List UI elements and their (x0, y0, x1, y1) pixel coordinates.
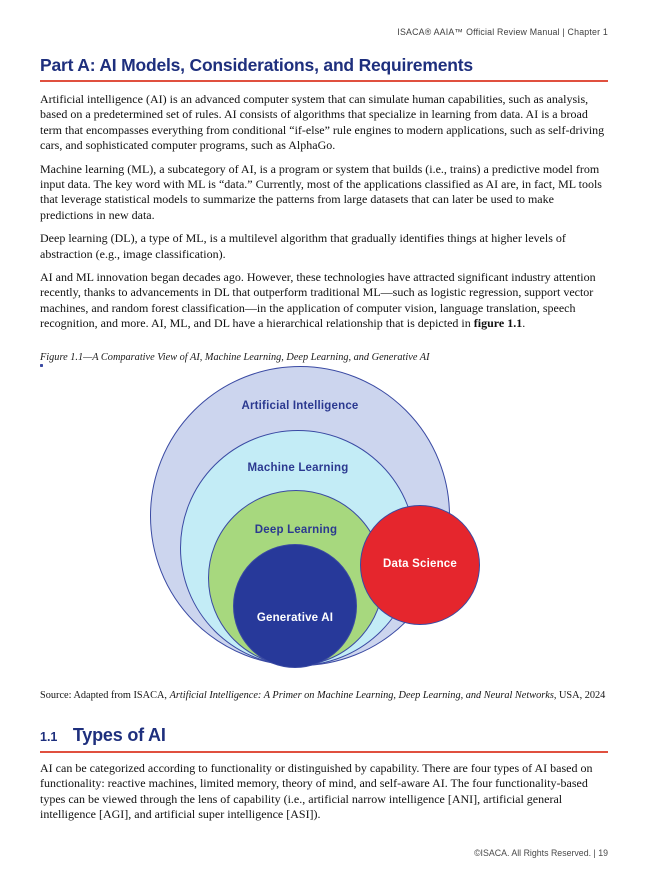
source-prefix: Source: Adapted from ISACA, (40, 689, 170, 701)
paragraph-hierarchy (40, 270, 608, 332)
paragraph-ml-definition: Machine learning (ML), a subcategory of AI, is a program or system that builds (i.e., trains) a predictive model from input data. The key word with ML is “data.” Currently, most of the applications classified as AI are, in fact, ML tools that leverage statistical models to summarize the patterns from large datasets that can later be used to make predictions in new data. (40, 161, 602, 222)
paragraph-dl-definition: Deep learning (DL), a type of ML, is a multilevel algorithm that gradually identifies things at higher levels of abstraction (e.g., image classification). (40, 231, 566, 261)
paragraph-hierarchy-text: AI and ML innovation began decades ago. However, these technologies have attracted significant industry attention recently, thanks to advancements in DL that outperform traditional ML—such as logistic regression, support vector machines, and random forest classification—in the application of computer vision, language translation, speech recognition, and more. AI, ML, and DL have a hierarchical relationship that is depicted in (40, 270, 596, 331)
figure-caption: Figure 1.1—A Comparative View of AI, Machine Learning, Deep Learning, and Generative AI (40, 351, 430, 363)
source-book-title: Artificial Intelligence: A Primer on Machine Learning, Deep Learning, and Neural Networks (169, 689, 554, 701)
figure-1-1-diagram (40, 364, 608, 682)
dashed-arc-dot (40, 364, 43, 367)
circle-generative-ai (233, 544, 357, 668)
label-generative-ai: Generative AI (256, 611, 334, 624)
label-data-science: Data Science (383, 557, 457, 570)
paragraph-types-of-ai: AI can be categorized according to functionality or distinguished by capability. There are four types of AI based on functionality: reactive machines, limited memory, theory of mind, and self-aware AI. The four functionality-based types can be viewed through the lens of capability (i.e., artificial narrow intelligence [ANI], artificial general intelligence [AGI], and artificial super intelligence [ASI]). (40, 760, 593, 821)
paragraph-hierarchy-period: . (522, 316, 526, 331)
label-artificial-intelligence: Artificial Intelligence (241, 399, 359, 412)
page-content (40, 55, 608, 822)
running-header: ISACA® AAIA™ Official Review Manual | Chapter 1 (397, 27, 608, 37)
section-title: Types of AI (72, 724, 166, 745)
section-heading (40, 725, 608, 753)
source-suffix: , USA, 2024 (553, 689, 606, 701)
label-deep-learning: Deep Learning (254, 523, 338, 536)
part-title: Part A: AI Models, Considerations, and Requirements (40, 55, 608, 82)
figure-reference: figure 1.1 (473, 316, 523, 331)
page-footer: ©ISACA. All Rights Reserved. | 19 (474, 848, 608, 858)
section-number: 1.1 (40, 729, 58, 744)
figure-source (40, 690, 608, 701)
label-machine-learning: Machine Learning (247, 461, 349, 474)
paragraph-ai-definition: Artificial intelligence (AI) is an advanced computer system that can simulate human capabilities, such as analysis, based on a predetermined set of rules. AI consists of algorithms that specialize in learning from data. AI is a broad term that encompasses everything from conditional “if-else” rule engines to modern applications, such as self-driving cars, and sophisticated computer programs, such as AlphaGo. (40, 92, 605, 153)
